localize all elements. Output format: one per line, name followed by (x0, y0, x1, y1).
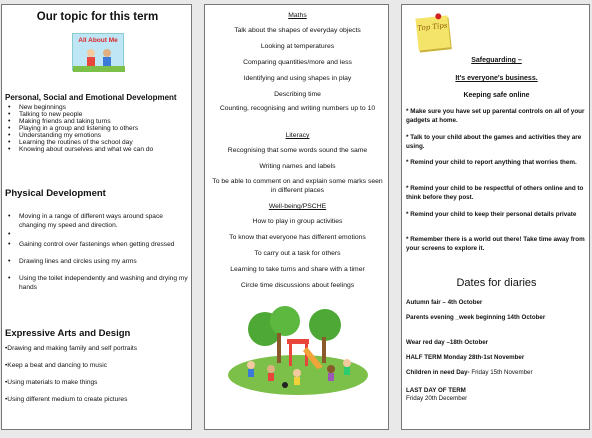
psed-list (5, 104, 190, 153)
tip-item: * Remind your child to keep their personal details private (406, 211, 577, 218)
topic-title: Our topic for this term (36, 11, 159, 23)
maths-item: Describing time (274, 91, 321, 98)
date-label: Children in need Day- (406, 369, 470, 376)
tip-item: * Remember there is a world out there! Take time away from your screens to explore it. (406, 236, 585, 252)
literacy-heading: Literacy (285, 132, 310, 139)
list-item: • Using the toilet independently and washing and drying my hands (5, 274, 190, 292)
date-detail: Friday 20th December (406, 395, 468, 402)
children-illustration (73, 34, 125, 72)
physical-heading: Physical Development (5, 188, 106, 199)
pshe-heading: Well-being/PSCHE (268, 203, 327, 210)
date-item (406, 387, 588, 403)
all-about-me-logo (72, 33, 124, 71)
literacy-item: To be able to comment on and explain some marks seen in different places (212, 178, 383, 194)
pshe-item: Circle time discussions about feelings (240, 282, 355, 289)
keeping-safe-online: Keeping safe online (463, 92, 530, 99)
list-item: •Using different medium to create pictures (5, 396, 128, 403)
list-item: • Knowing about ourselves and what we can do (5, 146, 190, 153)
pshe-item: To carry out a task for others (254, 250, 341, 257)
literacy-item: Writing names and labels (259, 163, 336, 170)
list-item: •Using materials to make things (5, 379, 98, 386)
middle-panel (204, 4, 389, 430)
maths-item: Looking at temperatures (260, 43, 335, 50)
top-tips-note (415, 15, 450, 50)
list-item: • Making friends and taking turns (5, 118, 190, 125)
tip-item: * Make sure you have set up parental controls on all of your gadgets at home. (406, 108, 585, 124)
date-item (406, 299, 588, 307)
maths-item: Identifying and using shapes in play (243, 75, 352, 82)
date-label: LAST DAY OF TERM (406, 387, 466, 394)
logo-text: All About Me (78, 37, 118, 44)
playground-illustration (227, 303, 369, 395)
date-label: Wear red day –18th October (406, 339, 489, 346)
list-item: •Keep a beat and dancing to music (5, 362, 108, 369)
physical-list (5, 212, 190, 292)
list-item: • Talking to new people (5, 111, 190, 118)
date-item (406, 354, 588, 362)
left-panel (1, 4, 192, 430)
tip-item: * Talk to your child about the games and activities they are using. (406, 134, 582, 150)
literacy-item: Recognising that some words sound the same (227, 147, 368, 154)
safeguarding-heading: Safeguarding – (471, 57, 522, 64)
tip-item: * Remind your child to report anything that worries them. (406, 159, 577, 166)
date-item (406, 369, 588, 377)
psed-heading: Personal, Social and Emotional Development (5, 93, 177, 102)
list-item: • Learning the routines of the school day (5, 139, 190, 146)
maths-item: Talk about the shapes of everyday objects (234, 27, 361, 34)
pshe-item: To know that everyone has different emotions (229, 234, 366, 241)
maths-heading: Maths (288, 12, 307, 19)
list-item (5, 230, 190, 240)
date-item (406, 339, 588, 347)
list-item: • Drawing lines and circles using my arms (5, 257, 190, 266)
list-item: •Drawing and making family and self portraits (5, 345, 138, 352)
list-item: • Playing in a group and listening to others (5, 125, 190, 132)
expressive-heading: Expressive Arts and Design (5, 328, 131, 339)
dates-title: Dates for diaries (456, 277, 537, 289)
list-item: • Moving in a range of different ways around space changing my speed and direction. (5, 212, 190, 230)
list-item: • New beginnings (5, 104, 190, 111)
maths-item: Comparing quantities/more and less (243, 59, 352, 66)
date-label: Autumn fair – 4th October (406, 299, 483, 306)
everyones-business: It's everyone's business. (455, 75, 538, 82)
pin-icon (435, 13, 442, 20)
top-tips-label: Top Tips (417, 21, 448, 33)
date-item (406, 314, 588, 322)
right-panel (401, 4, 590, 430)
list-item: • Gaining control over fastenings when getting dressed (5, 240, 190, 249)
pshe-item: How to play in group activities (252, 218, 343, 225)
date-label: HALF TERM Monday 28th-1st November (406, 354, 525, 361)
list-item: • Understanding my emotions (5, 132, 190, 139)
tip-item: * Remind your child to be respectful of others online and to think before they post. (406, 185, 584, 201)
date-label: Parents evening _week beginning 14th October (406, 314, 546, 321)
maths-item: Counting, recognising and writing numbers up to 10 (219, 105, 376, 112)
pshe-item: Learning to take turns and share with a timer (230, 266, 365, 273)
date-detail: Friday 15th November (469, 369, 533, 376)
